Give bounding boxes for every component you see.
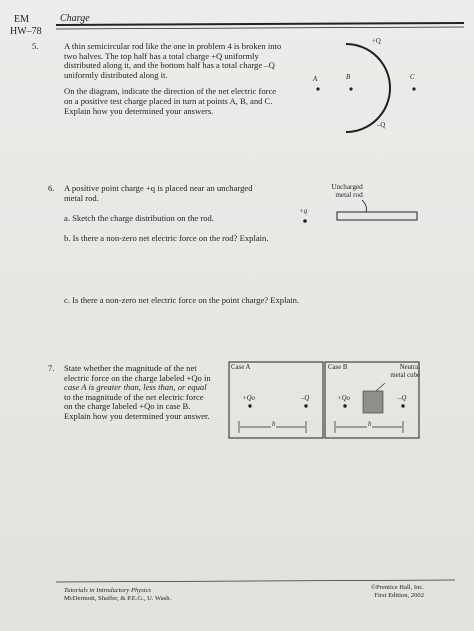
footer-right: ©Prentice Hall, Inc. First Edition, 2002 (371, 584, 424, 599)
q6-line: A positive point charge +q is placed near an uncharged (64, 183, 253, 193)
q5-point-b-label: B (346, 74, 351, 81)
unit-label: HW–78 (10, 26, 42, 37)
q6-line: metal rod. (64, 192, 99, 203)
q5-line: uniformly distributed along it. (64, 69, 168, 80)
q6-part-a: a. Sketch the charge distribution on the rod. (64, 213, 214, 223)
q6-rod-label: Uncharged metal rod (331, 183, 363, 200)
q7-line: to the magnitude of the net electric force (64, 391, 204, 402)
case-a-qo-dot (248, 404, 251, 407)
semicircular-rod (346, 44, 390, 132)
rod-pointer (362, 200, 367, 212)
q7-line: State whether the magnitude of the net (64, 363, 197, 373)
q7-line: on the charge labeled +Qo in case B. (64, 401, 191, 412)
q5-point-a-label: A (313, 76, 318, 83)
q5-point-c-label: C (410, 74, 415, 81)
q5-semicircle-diagram (300, 36, 470, 136)
case-a-qo-label: +Qo (242, 395, 255, 402)
q7-line: Explain how you determined your answer. (64, 410, 210, 421)
case-b-minus-q-label: –Q (398, 395, 407, 402)
q5-line: two halves. The top half has a total charge +Q uniformly (64, 50, 259, 61)
neutral-metal-cube (363, 391, 383, 413)
q5-number: 5. (32, 41, 39, 51)
q5-line: distributed along it, and the bottom half has a total charge –Q (64, 60, 275, 71)
q5-bottom-charge-label: –Q (377, 122, 386, 129)
case-b-label: Case B (328, 364, 348, 371)
case-a-label: Case A (231, 364, 251, 371)
case-b-qo-label: +Qo (337, 395, 350, 402)
q5-top-charge-label: +Q (372, 38, 381, 45)
q6-prompt (64, 184, 304, 203)
q6-rod-diagram (296, 196, 426, 230)
case-b-distance-label: b (368, 421, 372, 428)
cube-pointer (376, 383, 385, 391)
point-b-dot (349, 87, 352, 90)
footer-left: Tutorials in Introductory Physics McDermott, Shaffer, & P.E.G., U. Wash. (64, 587, 172, 602)
q6-part-b: b. Is there a non-zero net electric force on the rod? Explain. (64, 233, 269, 243)
q7-prompt (64, 364, 234, 422)
q6-number: 6. (48, 183, 55, 193)
case-b-qo-dot (343, 404, 346, 407)
case-a-minus-q-label: –Q (301, 395, 310, 402)
q5-line: On the diagram, indicate the direction of the net electric force (64, 86, 277, 97)
q6-part-c: c. Is there a non-zero net electric force on the point charge? Explain. (64, 295, 300, 305)
point-a-dot (316, 87, 319, 90)
q7-line: case A is greater than, less than, or equal (64, 382, 207, 393)
course-label: EM (14, 14, 29, 25)
q6-charge-label: +q (299, 208, 307, 215)
case-a-minus-q-dot (304, 404, 307, 407)
point-charge-dot (303, 219, 307, 223)
q7-line: electric force on the charge labeled +Qo in (64, 372, 211, 383)
topic-label: Charge (60, 13, 90, 24)
neutral-cube-label: Neutral metal cube (390, 364, 420, 379)
case-b-minus-q-dot (401, 404, 404, 407)
q5-line: on a positive test charge placed in turn at points A, B, and C. (64, 95, 273, 106)
point-c-dot (412, 87, 415, 90)
q5-line: Explain how you determined your answers. (64, 105, 214, 116)
case-a-distance-label: b (272, 421, 276, 428)
metal-rod (337, 212, 417, 220)
q5-line: A thin semicircular rod like the one in problem 4 is broken into (64, 41, 282, 51)
q7-number: 7. (48, 363, 55, 373)
q5-prompt (64, 42, 304, 116)
